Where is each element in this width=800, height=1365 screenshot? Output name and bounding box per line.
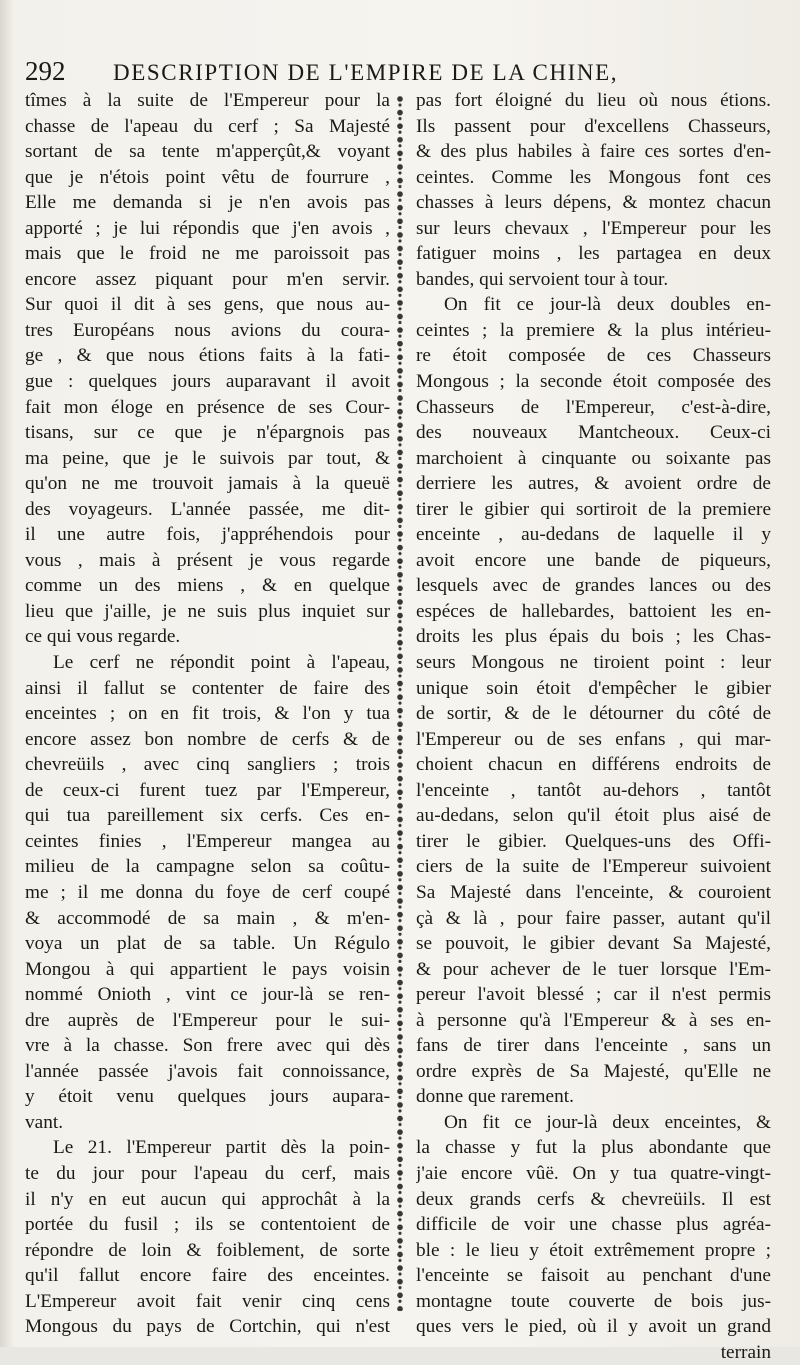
text-line: encore assez bon nombre de cerfs & de bbox=[25, 728, 390, 750]
text-line: portée du fusil ; ils se contentoient de bbox=[25, 1214, 390, 1236]
text-line: l'enceinte , tantôt au-dehors , tantôt bbox=[416, 779, 771, 801]
text-line: des voyageurs. L'année passée, me dit- bbox=[25, 498, 390, 520]
text-line: que je n'étois point vêtu de fourrure , bbox=[25, 166, 390, 188]
text-line: çà & là , pour faire passer, autant qu'il bbox=[416, 907, 771, 929]
text-line: ge , & que nous étions faits à la fati- bbox=[25, 345, 390, 367]
text-line: tirer le gibier qui sortiroit de la premiere bbox=[416, 498, 771, 520]
text-line: lieu que j'aille, je ne suis plus inquiet sur bbox=[25, 600, 390, 622]
text-line: chevreüils , avec cinq sangliers ; trois bbox=[25, 754, 390, 776]
text-line: bandes, qui servoient tour à tour. bbox=[416, 268, 669, 290]
text-line: des nouveaux Mantcheoux. Ceux-ci bbox=[416, 422, 771, 444]
text-line: fatiguer moins , les partagea en deux bbox=[416, 243, 771, 265]
left-text-column bbox=[25, 88, 390, 1340]
text-line: Sur quoi il dit à ses gens, que nous au- bbox=[25, 294, 390, 316]
text-line: Elle me demanda si je n'en avois pas bbox=[25, 192, 390, 214]
text-line: ciers de la suite de l'Empereur suivoient bbox=[416, 856, 771, 878]
text-line: L'Empereur avoit fait venir cinq cens bbox=[25, 1290, 390, 1312]
text-line: fans de tirer dans l'enceinte , sans un bbox=[416, 1035, 771, 1057]
text-line: vre à la chasse. Son frere avec qui dès bbox=[25, 1035, 390, 1057]
text-line: seurs Mongous ne tiroient point : leur bbox=[416, 652, 771, 674]
text-line: ce qui vous regarde. bbox=[25, 626, 181, 648]
text-line: au-dedans, selon qu'il étoit plus aisé de bbox=[416, 805, 771, 827]
text-line: tisans, sur ce que je n'épargnois pas bbox=[25, 422, 390, 444]
text-line: dre auprès de l'Empereur pour le sui- bbox=[25, 1009, 390, 1031]
text-line: de sortir, & de le détourner du côté de bbox=[416, 703, 771, 725]
text-line: lesquels avec de grandes lances ou des bbox=[416, 575, 771, 597]
text-line: Mongous du pays de Cortchin, qui n'est bbox=[25, 1316, 390, 1338]
text-line: fait mon éloge en présence de ses Cour- bbox=[25, 396, 390, 418]
text-line: me ; il me donna du foye de cerf coupé bbox=[25, 881, 390, 903]
text-line: tirer le gibier. Quelques-uns des Offi- bbox=[416, 830, 771, 852]
text-line: espéces de hallebardes, battoient les en- bbox=[416, 600, 771, 622]
text-line: choient chacun en différens endroits de bbox=[416, 754, 771, 776]
text-line: Mongou à qui appartient le pays voisin bbox=[25, 958, 390, 980]
running-title: DESCRIPTION DE L'EMPIRE DE LA CHINE, bbox=[113, 60, 619, 85]
text-line: Le cerf ne répondit point à l'apeau, bbox=[53, 652, 390, 674]
right-text-column bbox=[416, 88, 771, 1365]
text-line: unique soin étoit d'empêcher le gibier bbox=[416, 677, 771, 699]
text-line: & accommodé de sa main , & m'en- bbox=[25, 907, 390, 929]
text-line: ainsi il fallut se contenter de faire des bbox=[25, 677, 390, 699]
text-line: à personne qu'à l'Empereur & à ses en- bbox=[416, 1009, 771, 1031]
text-line: qui tua pareillement six cerfs. Ces en- bbox=[25, 805, 390, 827]
text-line: Chasseurs de l'Empereur, c'est-à-dire, bbox=[416, 396, 771, 418]
text-line: l'Empereur ou de ses enfans , qui mar- bbox=[416, 728, 771, 750]
text-line: te du jour pour l'apeau du cerf, mais bbox=[25, 1162, 390, 1184]
text-line: & des plus habiles à faire ces sortes d'en- bbox=[416, 141, 771, 163]
text-line: enceinte , au-dedans de laquelle il y bbox=[416, 524, 771, 546]
text-line: la chasse y fut la plus abondante que bbox=[416, 1137, 771, 1159]
text-line: tîmes à la suite de l'Empereur pour la bbox=[25, 90, 390, 111]
text-line: l'année passée j'avois fait connoissance, bbox=[25, 1060, 390, 1082]
text-line: re étoit composée de ces Chasseurs bbox=[416, 345, 771, 367]
text-line: On fit ce jour-là deux enceintes, & bbox=[444, 1111, 771, 1133]
text-line: l'enceinte se faisoit au penchant d'une bbox=[416, 1265, 771, 1287]
text-line: gue : quelques jours auparavant il avoit bbox=[25, 371, 390, 393]
text-line: vant. bbox=[25, 1111, 64, 1133]
text-line: ble : le lieu y étoit extrêmement propre ; bbox=[416, 1239, 771, 1261]
text-line: nommé Onioth , vint ce jour-là se ren- bbox=[25, 984, 390, 1006]
text-line: ordre exprès de Sa Majesté, qu'Elle ne bbox=[416, 1060, 771, 1082]
text-line: avoit encore une bande de piqueurs, bbox=[416, 549, 771, 571]
text-line: Mongous ; la seconde étoit composée des bbox=[416, 371, 771, 393]
page-header bbox=[25, 56, 770, 92]
column-divider-ornament bbox=[393, 93, 407, 1311]
text-line: donne que rarement. bbox=[416, 1086, 574, 1108]
text-line: répondre de loin & foiblement, de sorte bbox=[25, 1239, 390, 1261]
text-line: j'aie encore vûë. On y tua quatre-vingt- bbox=[416, 1162, 771, 1184]
text-line: milieu de la campagne selon sa coûtu- bbox=[25, 856, 390, 878]
text-line: Sa Majesté dans l'enceinte, & couroient bbox=[416, 881, 771, 903]
text-line: Ils passent pour d'excellens Chasseurs, bbox=[416, 115, 771, 137]
text-line: derriere les autres, & avoient ordre de bbox=[416, 473, 771, 495]
text-line: apporté ; je lui répondis que j'en avois , bbox=[25, 217, 390, 239]
catchword: terrain bbox=[720, 1341, 771, 1363]
text-line: Le 21. l'Empereur partit dès la poin- bbox=[53, 1137, 390, 1159]
text-line: tres Européans nous avions du coura- bbox=[25, 319, 390, 341]
text-line: On fit ce jour-là deux doubles en- bbox=[444, 294, 771, 316]
text-line: sur leurs chevaux , l'Empereur pour les bbox=[416, 217, 771, 239]
text-line: il une autre fois, j'appréhendois pour bbox=[25, 524, 390, 546]
text-line: chasses à leurs dépens, & montez chacun bbox=[416, 192, 771, 214]
text-line: ceintes. Comme les Mongous font ces bbox=[416, 166, 771, 188]
text-line: qu'on ne me trouvoit jamais à la queuë bbox=[25, 473, 390, 495]
text-line: ma peine, que je le suivois par tout, & bbox=[25, 447, 390, 469]
text-line: enceintes ; on en fit trois, & l'on y tua bbox=[25, 703, 390, 725]
text-line: vous , mais à présent je vous regarde bbox=[25, 549, 390, 571]
text-line: se pouvoit, le gibier devant Sa Majesté, bbox=[416, 933, 771, 955]
text-line: marchoient à cinquante ou soixante pas bbox=[416, 447, 771, 469]
text-line: pas fort éloigné du lieu où nous étions. bbox=[416, 90, 771, 111]
text-line: de ceux-ci furent tuez par l'Empereur, bbox=[25, 779, 390, 801]
text-line: sortant de sa tente m'apperçût,& voyant bbox=[25, 141, 390, 163]
text-line: mais que le froid ne me paroissoit pas bbox=[25, 243, 390, 265]
text-line: & pour achever de le tuer lorsque l'Em- bbox=[416, 958, 771, 980]
text-line: ceintes finies , l'Empereur mangea au bbox=[25, 830, 390, 852]
text-line: chasse de l'apeau du cerf ; Sa Majesté bbox=[25, 115, 390, 137]
text-line: ques vers le pied, où il y avoit un grand bbox=[416, 1316, 771, 1338]
page-number: 292 bbox=[25, 56, 66, 86]
text-line: pereur l'avoit blessé ; car il n'est permis bbox=[416, 984, 771, 1006]
text-line: encore assez piquant pour m'en servir. bbox=[25, 268, 390, 290]
text-line: difficile de voir une chasse plus agréa- bbox=[416, 1214, 771, 1236]
text-line: comme un des miens , & en quelque bbox=[25, 575, 390, 597]
text-line: qu'il fallut encore faire des enceintes. bbox=[25, 1265, 390, 1287]
text-line: deux grands cerfs & chevreüils. Il est bbox=[416, 1188, 771, 1210]
text-line: droits les plus épais du bois ; les Chas- bbox=[416, 626, 771, 648]
text-line: montagne toute couverte de bois jus- bbox=[416, 1290, 771, 1312]
text-line: voya un plat de sa table. Un Régulo bbox=[25, 933, 390, 955]
text-line: y étoit venu quelques jours aupara- bbox=[25, 1086, 390, 1108]
text-line: ceintes ; la premiere & la plus intérieu- bbox=[416, 319, 771, 341]
text-line: il n'y en eut aucun qui approchât à la bbox=[25, 1188, 390, 1210]
